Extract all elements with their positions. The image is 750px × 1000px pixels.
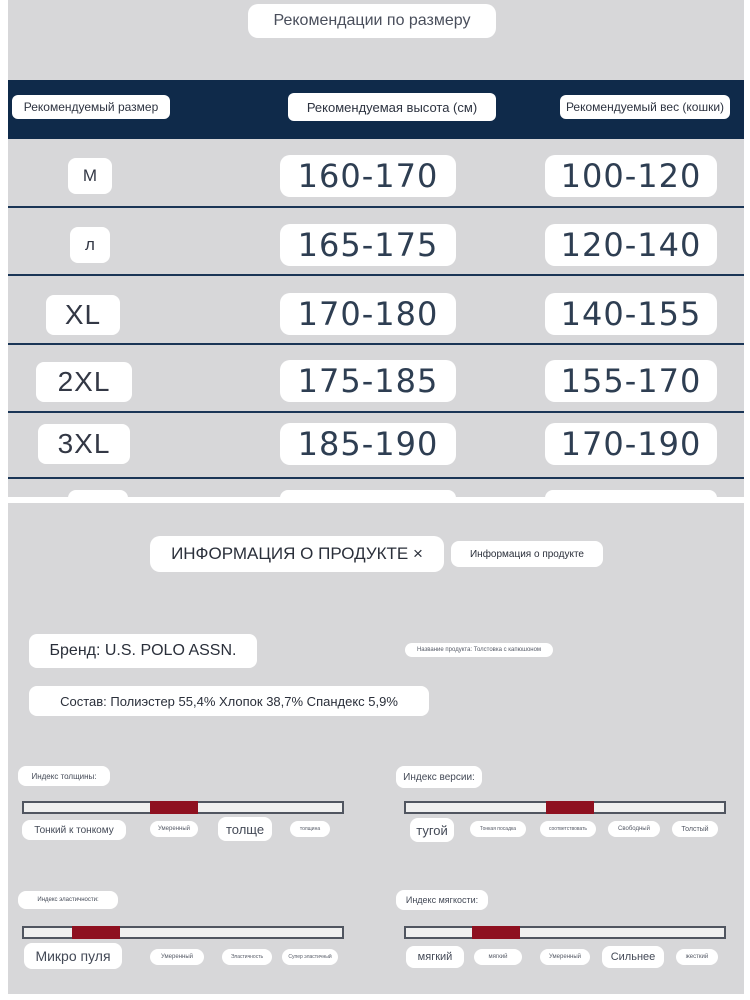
softness-label-4: Сильнее <box>602 946 664 968</box>
partial-cell <box>545 490 717 497</box>
size-table-title: Рекомендации по размеру <box>248 4 496 38</box>
softness-label-5: жесткий <box>676 949 718 965</box>
header-size: Рекомендуемый размер <box>12 95 170 119</box>
version-label-1: тугой <box>410 818 454 842</box>
height-cell: 170-180 <box>280 293 456 335</box>
height-cell: 165-175 <box>280 224 456 266</box>
size-recommendation-panel <box>8 0 744 497</box>
partial-cell <box>280 490 456 497</box>
product-info-title: ИНФОРМАЦИЯ О ПРОДУКТЕ × <box>150 536 444 572</box>
size-cell: 3XL <box>38 424 130 464</box>
partial-cell <box>68 490 128 497</box>
row-divider <box>8 411 744 413</box>
elasticity-label-2: Умеренный <box>150 949 204 965</box>
elasticity-bar <box>22 926 344 939</box>
elasticity-index-title: Индекс эластичности: <box>18 891 118 909</box>
thickness-label-4: толщина <box>290 821 330 837</box>
version-bar <box>404 801 726 814</box>
weight-cell: 155-170 <box>545 360 717 402</box>
row-divider <box>8 477 744 479</box>
elasticity-label-3: Эластичность <box>222 949 272 965</box>
softness-bar <box>404 926 726 939</box>
version-label-4: Свободный <box>608 821 660 837</box>
thickness-bar <box>22 801 344 814</box>
row-divider <box>8 343 744 345</box>
size-cell: 2XL <box>36 362 132 402</box>
weight-cell: 170-190 <box>545 423 717 465</box>
row-divider <box>8 206 744 208</box>
row-divider <box>8 274 744 276</box>
softness-label-2: мягкий <box>474 949 522 965</box>
softness-level-marker <box>472 926 520 939</box>
thickness-index-title: Индекс толщины: <box>18 766 110 786</box>
softness-label-1: мягкий <box>406 946 464 968</box>
height-cell: 160-170 <box>280 155 456 197</box>
header-height: Рекомендуемая высота (см) <box>288 93 496 121</box>
thickness-label-1: Тонкий к тонкому <box>22 820 126 840</box>
version-label-2: Тонкая посадка <box>470 821 526 837</box>
size-cell: XL <box>46 295 120 335</box>
thickness-label-2: Умеренный <box>150 821 198 837</box>
height-cell: 175-185 <box>280 360 456 402</box>
elasticity-level-marker <box>72 926 120 939</box>
version-label-3: соответствовать <box>540 821 596 837</box>
version-index-title: Индекс версии: <box>396 766 482 788</box>
weight-cell: 100-120 <box>545 155 717 197</box>
thickness-level-marker <box>150 801 198 814</box>
product-name-label: Название продукта: Толстовка с капюшоном <box>405 643 553 657</box>
product-info-subtitle: Информация о продукте <box>451 541 603 567</box>
softness-label-3: Умеренный <box>540 949 590 965</box>
thickness-label-3: толще <box>218 817 272 841</box>
version-level-marker <box>546 801 594 814</box>
weight-cell: 140-155 <box>545 293 717 335</box>
weight-cell: 120-140 <box>545 224 717 266</box>
brand-label: Бренд: U.S. POLO ASSN. <box>29 634 257 668</box>
size-cell: M <box>68 158 112 194</box>
composition-label: Состав: Полиэстер 55,4% Хлопок 38,7% Спандекс 5,9% <box>29 686 429 716</box>
size-cell: л <box>70 227 110 263</box>
product-info-panel <box>8 503 744 994</box>
elasticity-label-1: Микро пуля <box>24 943 122 969</box>
header-weight: Рекомендуемый вес (кошки) <box>560 95 730 119</box>
version-label-5: Толстый <box>672 821 718 837</box>
elasticity-label-4: Супер эластичный <box>282 949 338 965</box>
height-cell: 185-190 <box>280 423 456 465</box>
softness-index-title: Индекс мягкости: <box>396 890 488 910</box>
